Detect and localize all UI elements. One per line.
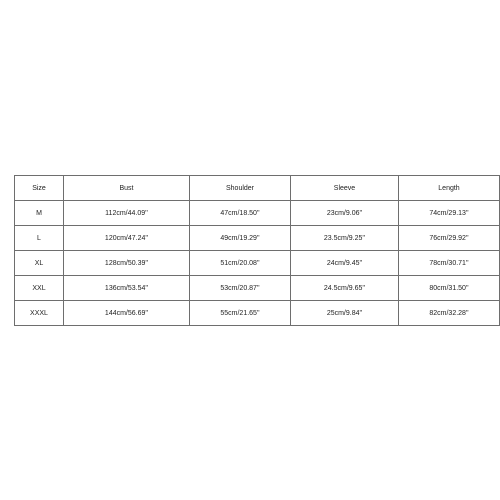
- cell-shoulder: 49cm/19.29'': [190, 226, 291, 251]
- cell-bust: 120cm/47.24'': [64, 226, 190, 251]
- cell-bust: 144cm/56.69'': [64, 301, 190, 326]
- cell-shoulder: 47cm/18.50'': [190, 201, 291, 226]
- cell-size: XXXL: [14, 301, 64, 326]
- cell-length: 78cm/30.71'': [399, 251, 500, 276]
- table-row: [14, 251, 500, 276]
- cell-sleeve: 23cm/9.06'': [291, 201, 399, 226]
- header-size: Size: [14, 175, 64, 201]
- cell-length: 82cm/32.28'': [399, 301, 500, 326]
- table-row: [14, 226, 500, 251]
- table-row: [14, 276, 500, 301]
- cell-length: 74cm/29.13'': [399, 201, 500, 226]
- cell-size: L: [14, 226, 64, 251]
- header-bust: Bust: [64, 175, 190, 201]
- cell-size: XL: [14, 251, 64, 276]
- cell-shoulder: 55cm/21.65'': [190, 301, 291, 326]
- cell-sleeve: 25cm/9.84'': [291, 301, 399, 326]
- header-length: Length: [399, 175, 500, 201]
- cell-sleeve: 24.5cm/9.65'': [291, 276, 399, 301]
- cell-size: XXL: [14, 276, 64, 301]
- table-row: [14, 201, 500, 226]
- cell-shoulder: 53cm/20.87'': [190, 276, 291, 301]
- cell-length: 76cm/29.92'': [399, 226, 500, 251]
- cell-shoulder: 51cm/20.08'': [190, 251, 291, 276]
- table-header-row: [14, 175, 500, 201]
- header-sleeve: Sleeve: [291, 175, 399, 201]
- cell-sleeve: 23.5cm/9.25'': [291, 226, 399, 251]
- header-shoulder: Shoulder: [190, 175, 291, 201]
- cell-bust: 136cm/53.54'': [64, 276, 190, 301]
- size-chart-table: [14, 175, 500, 326]
- cell-length: 80cm/31.50'': [399, 276, 500, 301]
- cell-bust: 128cm/50.39'': [64, 251, 190, 276]
- cell-sleeve: 24cm/9.45'': [291, 251, 399, 276]
- cell-bust: 112cm/44.09'': [64, 201, 190, 226]
- table-row: [14, 301, 500, 326]
- cell-size: M: [14, 201, 64, 226]
